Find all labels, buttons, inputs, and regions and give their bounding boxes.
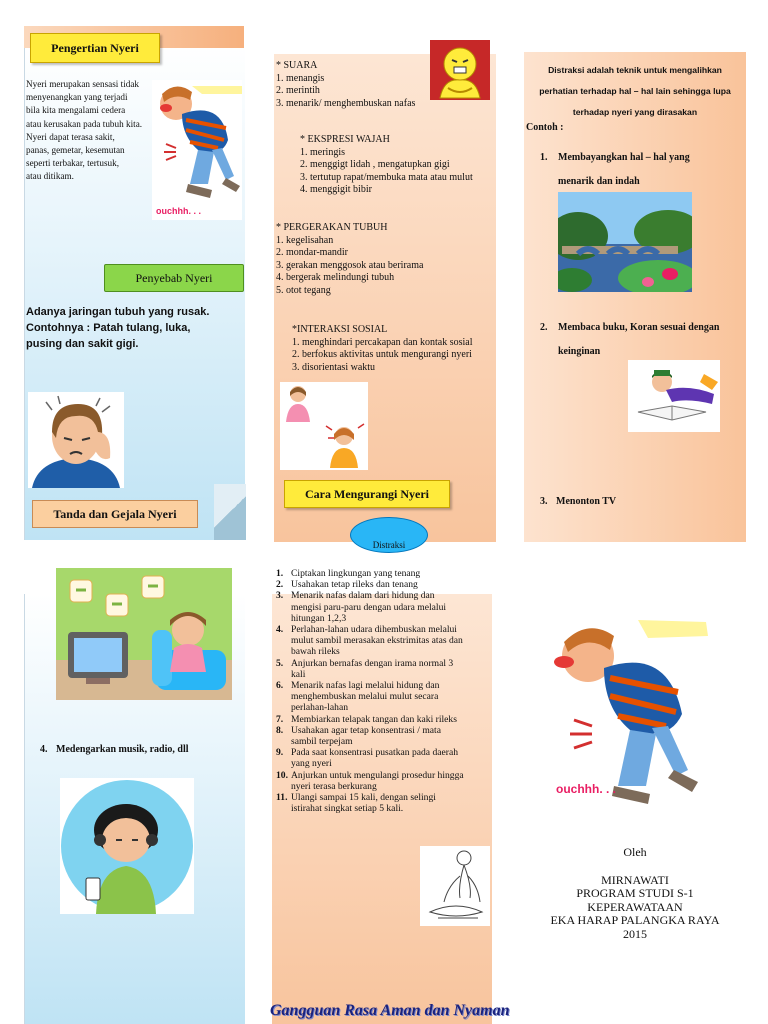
step-text: Membiarkan telapak tangan dan kaki rileks [291, 713, 457, 725]
step-text: istirahat singkat setiap 5 kali. [291, 803, 404, 815]
distraksi-item-1: 1. Membayangkan hal – hal yang menarik dan indah [540, 152, 690, 187]
step-text: Perlahan-lahan udara dihembuskan melalui [291, 624, 457, 636]
author-block [524, 846, 746, 941]
step-number: 2. [276, 579, 284, 591]
music-listening-illustration [60, 778, 194, 914]
step-number: 7. [276, 713, 284, 725]
step-number: 6. [276, 680, 284, 692]
social-interaction-illustration [280, 382, 368, 470]
step-text: nyeri terasa berkurang [291, 780, 377, 792]
program-study: PROGRAM STUDI S-1 [576, 886, 694, 900]
step-number: 9. [276, 747, 284, 759]
suara-section: * SUARA 1. menangis 2. merintih 3. menarik/ menghembuskan nafas [276, 60, 416, 109]
step-text: Anjurkan bernafas dengan irama normal 3 [291, 657, 454, 669]
step-item [276, 714, 492, 725]
cause-text: Adanya jaringan tubuh yang rusak. Contohnya : Patah tulang, luka, pusing dan sakit gigi. [26, 306, 210, 350]
ekspresi-section: * EKSPRESI WAJAH 1. meringis 2. menggigt lidah , mengatupkan gigi 3. tertutup rapat/membuka mata atau mulut 4. menggigit bibir [300, 134, 473, 195]
step-item [276, 770, 492, 792]
step-number: 3. [276, 590, 284, 602]
gerak-section: * PERGERAKAN TUBUH 1. kegelisahan 2. mondar-mandir 3. gerakan menggosok atau berirama 4. bergerak melindungi tubuh 5. otot tegang [276, 222, 424, 296]
pain-boy-illustration [152, 80, 242, 220]
banner-title: Gangguan Rasa Aman dan Nyaman [270, 1002, 510, 1019]
step-number: 8. [276, 724, 284, 736]
sosial-section: *INTERAKSI SOSIAL 1. menghindari percakapan dan kontak sosial 2. berfokus aktivitas untuk mengurangi nyeri 3. disorientasi waktu [292, 324, 473, 373]
pain-emoji-illustration [430, 40, 490, 100]
step-text: Ciptakan lingkungan yang tenang [291, 568, 421, 579]
watching-tv-illustration [56, 568, 232, 700]
step-item [276, 792, 492, 814]
relaxation-steps [276, 568, 492, 814]
title-penyebab: Penyebab Nyeri [104, 264, 244, 292]
step-text: hitungan 1,2,3 [291, 612, 347, 624]
year-label: 2015 [623, 926, 647, 941]
step-text: menghembuskan melalui mulut secara [291, 691, 439, 703]
step-text: Pada saat konsentrasi pusatkan pada daerah [291, 747, 459, 759]
step-text: Menarik nafas lagi melalui hidung dan [291, 680, 440, 692]
reading-illustration [628, 360, 720, 432]
author-name: MIRNAWATI [601, 872, 669, 887]
step-text: Ulangi sampai 15 kali, dengan selingi [291, 792, 436, 804]
distraksi-oval: Distraksi [350, 517, 428, 553]
step-text: Usahakan tetap rileks dan tenang [291, 579, 418, 591]
step-number: 4. [276, 624, 284, 636]
school-name: EKA HARAP PALANGKA RAYA [550, 913, 720, 927]
ouch-label: ouchhh. . . [156, 206, 201, 216]
step-item [276, 568, 492, 579]
step-text: bawah rileks [291, 646, 340, 658]
step-item [276, 590, 492, 624]
step-text: Anjurkan untuk mengulangi prosedur hingga [291, 769, 464, 781]
definition-text: Nyeri merupakan sensasi tidak menyenangkan yang terjadi bila kita mengalami cedera atau kerusakan pada tubuh kita. Nyeri dapat terasa sakit, panas, gemetar, kesemutan seperti terbakar, tertusuk, atau ditikam. [26, 79, 143, 182]
department: KEPERAWATAAN [587, 899, 683, 914]
contoh-label: Contoh : [526, 122, 564, 133]
step-number: 11. [276, 792, 288, 804]
headache-person-illustration [28, 392, 124, 488]
step-item [276, 579, 492, 590]
step-text: mengisi paru-paru dengan udara melalui [291, 601, 447, 613]
step-number: 10. [276, 769, 288, 781]
step-item [276, 725, 492, 747]
ouch-label-large: ouchhh. . . [556, 782, 616, 796]
distraksi-intro: Distraksi adalah teknik untuk mengalihkan perhatian terhadap hal – hal lain sehingga lupa terhadap nyeri yang dirasakan [539, 65, 731, 117]
distraksi-item-2: 2. Membaca buku, Koran sesuai dengan keinginan [540, 322, 720, 357]
title-cara-mengurangi: Cara Mengurangi Nyeri [284, 480, 450, 508]
step-item [276, 680, 492, 714]
step-text: yang nyeri [291, 758, 332, 770]
step-text: sambil terpejam [291, 736, 353, 748]
step-text: mulut sambil merasakan ekstrimitas atas dan [291, 635, 463, 647]
step-text: Menarik nafas dalam dari hidung dan [291, 590, 435, 602]
title-tanda-gejala: Tanda dan Gejala Nyeri [32, 500, 198, 528]
panel-fold-corner [214, 484, 246, 540]
pain-boy-large-illustration [548, 616, 712, 806]
distraksi-item-3: 3. Menonton TV [540, 496, 617, 507]
step-number: 5. [276, 657, 284, 669]
step-number: 1. [276, 568, 284, 579]
distraksi-item-4: 4. Medengarkan musik, radio, dll [40, 744, 189, 755]
oleh-label: Oleh [623, 845, 647, 859]
step-item [276, 624, 492, 658]
landscape-illustration [558, 192, 692, 292]
step-text: Usahakan agar tetap konsentrasi / mata [291, 724, 441, 736]
step-text: perlahan-lahan [291, 702, 348, 714]
step-text: kali [291, 668, 306, 680]
title-pengertian: Pengertian Nyeri [30, 33, 160, 63]
step-item [276, 747, 492, 769]
meditation-illustration [420, 846, 490, 926]
step-item [276, 658, 492, 680]
